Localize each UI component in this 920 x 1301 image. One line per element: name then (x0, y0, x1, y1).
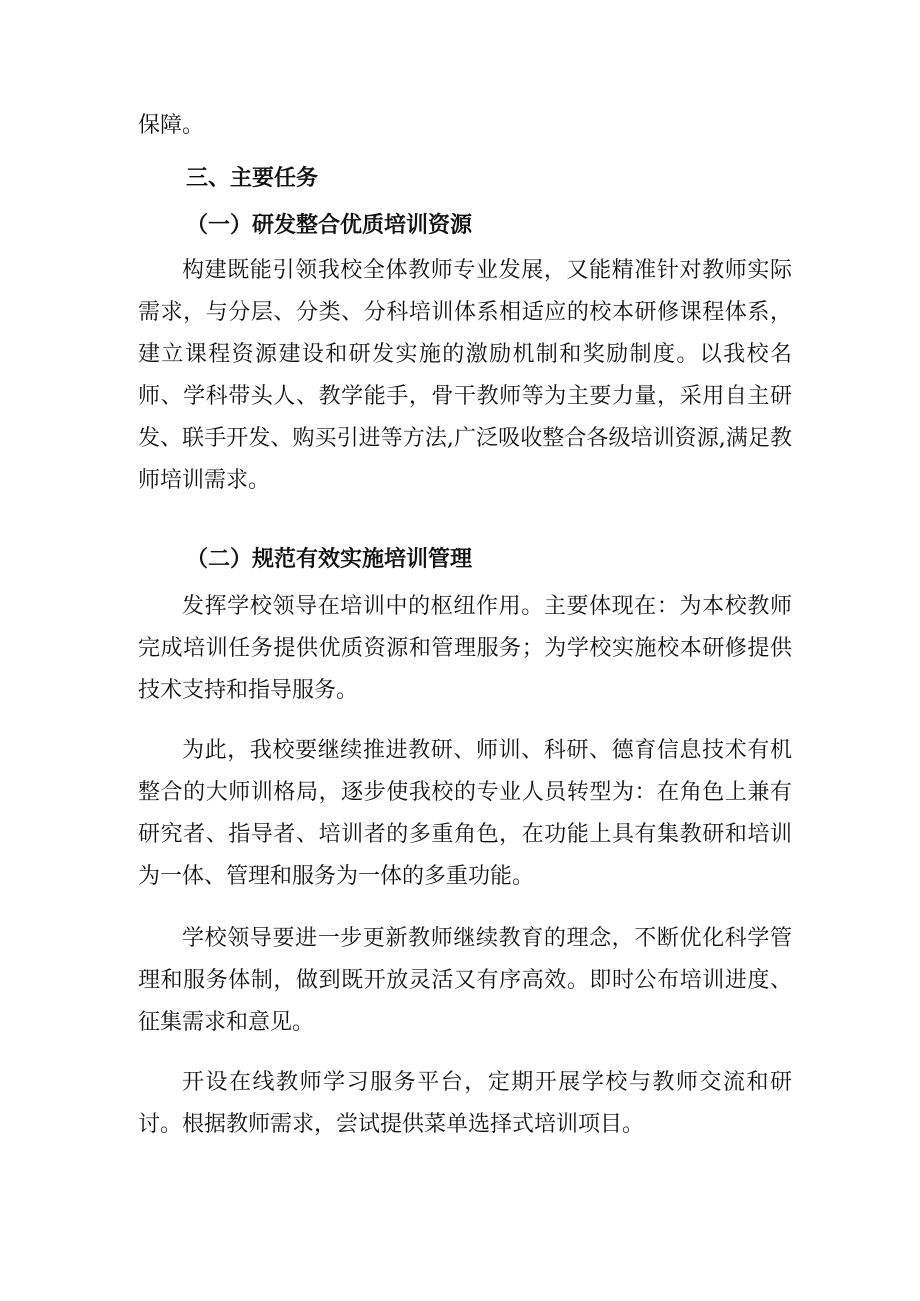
continuation-text: 保障。 (138, 113, 205, 138)
paragraph-platform: 开设在线教师学习服务平台，定期开展学校与教师交流和研讨。根据教师需求，尝试提供菜单选择式培训项目。 (138, 1070, 792, 1137)
section-heading: 三、主要任务 (186, 165, 319, 191)
paragraph-role: 发挥学校领导在培训中的枢纽作用。主要体现在：为本校教师完成培训任务提供优质资源和管理服务；为学校实施校本研修提供技术支持和指导服务。 (138, 594, 792, 703)
subsection-heading-1: （一）研发整合优质培训资源 (186, 212, 473, 238)
subsection-heading-2: （二）规范有效实施培训管理 (186, 546, 473, 572)
paragraph-resources: 构建既能引领我校全体教师专业发展，又能精准针对教师实际需求，与分层、分类、分科培训体系相适应的校本研修课程体系，建立课程资源建设和研发实施的激励机制和奖励制度。以我校名师、学科带头人、教学能手，骨干教师等为主要力量，采用自主研发、联手开发、购买引进等方法,广泛吸收整合各级培训资源,满足教师培训需求。 (138, 258, 792, 493)
paragraph-integration: 为此，我校要继续推进教研、师训、科研、德育信息技术有机整合的大师训格局，逐步使我校的专业人员转型为：在角色上兼有研究者、指导者、培训者的多重角色，在功能上具有集教研和培训为一体、管理和服务为一体的多重功能。 (138, 738, 792, 889)
paragraph-management: 学校领导要进一步更新教师继续教育的理念，不断优化科学管理和服务体制，做到既开放灵活又有序高效。即时公布培训进度、征集需求和意见。 (138, 926, 792, 1035)
